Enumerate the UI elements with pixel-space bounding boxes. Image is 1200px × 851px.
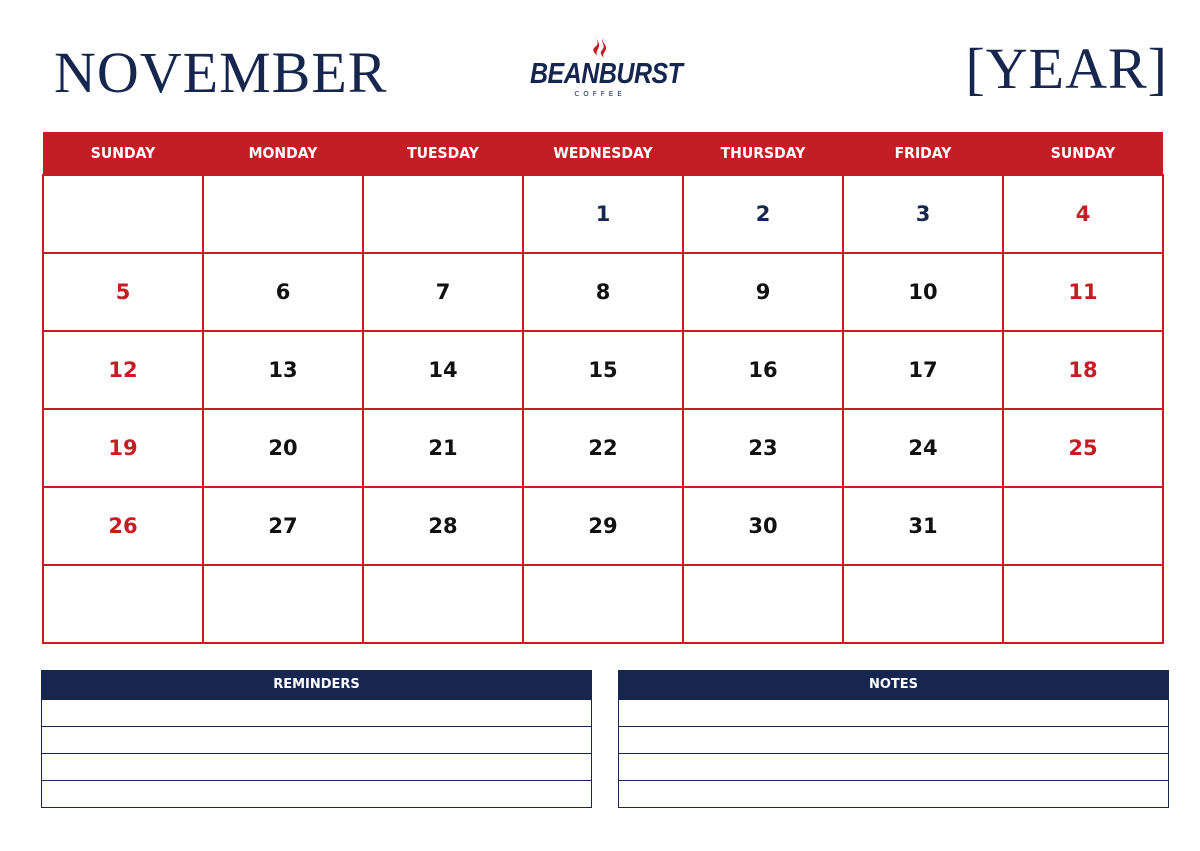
reminders-title: REMINDERS (42, 671, 591, 699)
day-cell[interactable]: 28 (363, 487, 523, 565)
calendar-grid (42, 133, 1164, 644)
day-cell[interactable]: 31 (843, 487, 1003, 565)
day-cell[interactable]: 26 (43, 487, 203, 565)
notes-title: NOTES (619, 671, 1168, 699)
day-cell[interactable]: 10 (843, 253, 1003, 331)
reminder-line[interactable] (42, 753, 591, 780)
day-cell[interactable]: 12 (43, 331, 203, 409)
day-cell[interactable] (523, 565, 683, 643)
day-cell[interactable]: 29 (523, 487, 683, 565)
day-cell[interactable]: 13 (203, 331, 363, 409)
week-row (43, 253, 1163, 331)
day-cell[interactable] (1003, 487, 1163, 565)
day-cell[interactable]: 19 (43, 409, 203, 487)
day-cell[interactable]: 16 (683, 331, 843, 409)
day-cell[interactable] (43, 175, 203, 253)
day-cell[interactable]: 11 (1003, 253, 1163, 331)
day-cell[interactable]: 24 (843, 409, 1003, 487)
weekday-header-row (43, 133, 1163, 175)
day-cell[interactable] (203, 175, 363, 253)
day-cell[interactable] (843, 565, 1003, 643)
weekday-header: SUNDAY (43, 132, 203, 176)
logo-subtitle: COFFEE (574, 90, 626, 98)
day-cell[interactable] (1003, 565, 1163, 643)
note-line[interactable] (619, 780, 1168, 807)
day-cell[interactable]: 7 (363, 253, 523, 331)
day-cell[interactable]: 23 (683, 409, 843, 487)
week-row (43, 565, 1163, 643)
day-cell[interactable]: 1 (523, 175, 683, 253)
day-cell[interactable]: 2 (683, 175, 843, 253)
weekday-header: FRIDAY (843, 132, 1003, 176)
logo-name: BEANBURST (530, 57, 683, 91)
reminder-line[interactable] (42, 726, 591, 753)
day-cell[interactable]: 25 (1003, 409, 1163, 487)
weekday-header: TUESDAY (363, 132, 523, 176)
day-cell[interactable] (203, 565, 363, 643)
brand-logo (530, 32, 683, 112)
weekday-header: THURSDAY (683, 132, 843, 176)
day-cell[interactable]: 17 (843, 331, 1003, 409)
notes-panel (618, 670, 1169, 808)
weekday-header: SUNDAY (1003, 132, 1163, 176)
day-cell[interactable]: 27 (203, 487, 363, 565)
year-title: [YEAR] (965, 36, 1168, 101)
week-row (43, 409, 1163, 487)
note-line[interactable] (619, 753, 1168, 780)
day-cell[interactable]: 15 (523, 331, 683, 409)
month-title: NOVEMBER (54, 40, 388, 105)
day-cell[interactable]: 30 (683, 487, 843, 565)
day-cell[interactable]: 14 (363, 331, 523, 409)
week-row (43, 331, 1163, 409)
day-cell[interactable]: 20 (203, 409, 363, 487)
day-cell[interactable] (683, 565, 843, 643)
week-row (43, 175, 1163, 253)
day-cell[interactable]: 22 (523, 409, 683, 487)
day-cell[interactable]: 18 (1003, 331, 1163, 409)
day-cell[interactable] (43, 565, 203, 643)
day-cell[interactable]: 8 (523, 253, 683, 331)
day-cell[interactable]: 9 (683, 253, 843, 331)
weekday-header: MONDAY (203, 132, 363, 176)
day-cell[interactable]: 4 (1003, 175, 1163, 253)
day-cell[interactable]: 5 (43, 253, 203, 331)
day-cell[interactable]: 3 (843, 175, 1003, 253)
day-cell[interactable]: 21 (363, 409, 523, 487)
note-line[interactable] (619, 699, 1168, 726)
weekday-header: WEDNESDAY (523, 132, 683, 176)
day-cell[interactable] (363, 565, 523, 643)
note-line[interactable] (619, 726, 1168, 753)
week-row (43, 487, 1163, 565)
reminder-line[interactable] (42, 699, 591, 726)
day-cell[interactable]: 6 (203, 253, 363, 331)
reminders-panel (41, 670, 592, 808)
day-cell[interactable] (363, 175, 523, 253)
reminder-line[interactable] (42, 780, 591, 807)
